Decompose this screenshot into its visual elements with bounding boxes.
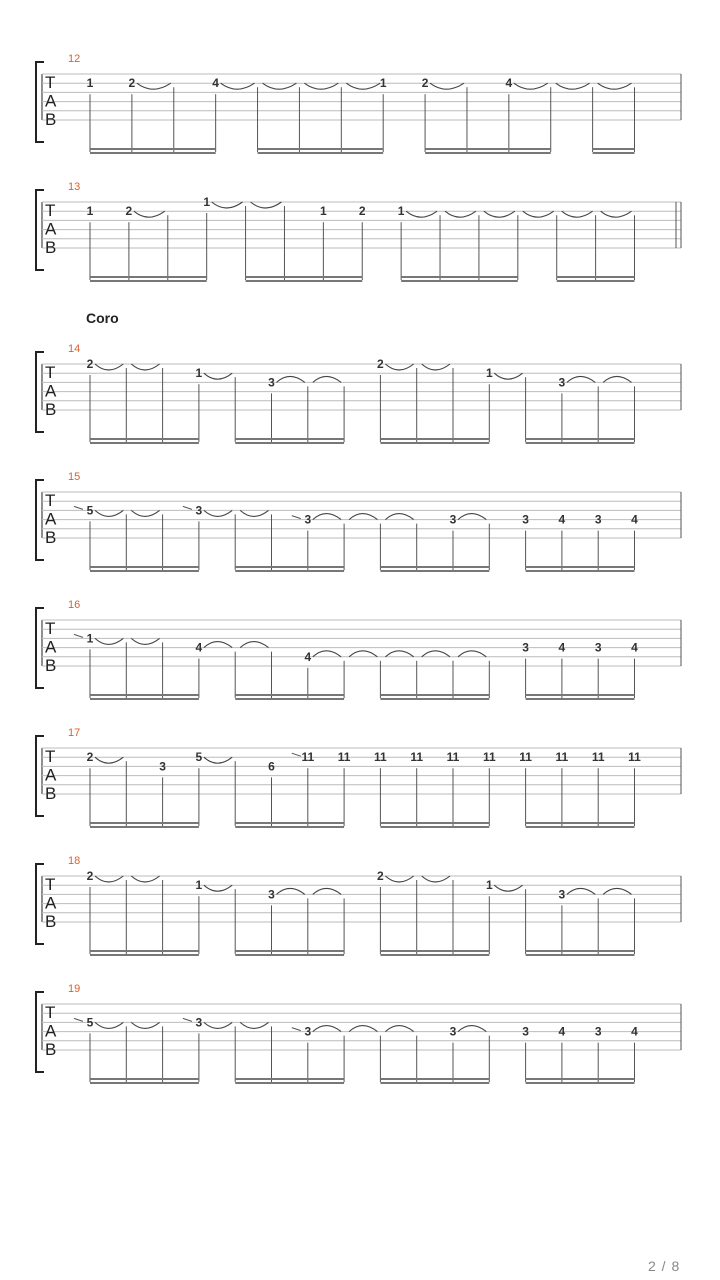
beam [526, 570, 635, 572]
fret-number: 3 [594, 640, 602, 655]
beam [90, 148, 216, 150]
tie-arc [385, 1026, 413, 1032]
page-number: 2 / 8 [648, 1258, 681, 1274]
beam [401, 280, 518, 282]
fret-number: 3 [449, 512, 457, 527]
fret-number: 2 [128, 76, 136, 91]
tie-arc [95, 364, 123, 370]
tie-arc [95, 876, 123, 882]
measure-number: 15 [68, 471, 81, 483]
beam [90, 570, 199, 572]
tie-arc [430, 83, 464, 89]
fret-number: 2 [86, 357, 94, 371]
tie-arc [313, 651, 341, 657]
fret-number: 1 [485, 366, 493, 381]
beam [526, 694, 635, 696]
beam [235, 826, 344, 828]
fret-number: 4 [212, 76, 219, 91]
tie-arc [422, 651, 450, 657]
tab-clef-letter: B [45, 110, 57, 129]
tie-arc [445, 211, 476, 217]
tie-arc [349, 514, 377, 520]
fret-number: 11 [410, 750, 424, 765]
beam [246, 280, 363, 282]
beam [557, 276, 635, 278]
beam [235, 442, 344, 444]
beam [235, 570, 344, 572]
fret-number: 4 [304, 649, 312, 664]
tie-arc [95, 638, 123, 644]
tie-arc [598, 83, 632, 89]
tie-arc [251, 202, 282, 208]
beam [526, 438, 635, 440]
fret-number: 1 [397, 204, 405, 219]
tab-clef-letter: A [45, 1021, 57, 1041]
fret-number: 3 [594, 1024, 602, 1039]
beam [401, 276, 518, 278]
tab-clef-letter: B [45, 400, 57, 419]
tab-clef-letter: A [45, 765, 57, 785]
tie-arc [385, 364, 413, 370]
fret-number: 3 [449, 1024, 457, 1039]
tab-clef-letter: A [45, 893, 57, 913]
beam [526, 822, 635, 824]
fret-number: 11 [482, 750, 496, 765]
beam [380, 954, 489, 956]
tie-arc [313, 376, 341, 382]
fret-number: 3 [522, 512, 529, 527]
beam [425, 148, 551, 150]
beam [90, 694, 199, 696]
tie-arc [313, 514, 341, 520]
beam [90, 1082, 199, 1084]
beam [90, 950, 199, 952]
beam [593, 148, 635, 150]
tab-clef-letter: B [45, 528, 57, 547]
tab-clef-letter: B [45, 238, 57, 257]
fret-number: 11 [591, 750, 605, 765]
tab-clef-letter: A [45, 381, 57, 401]
tie-arc [385, 876, 413, 882]
measure-number: 14 [68, 343, 81, 355]
beam [526, 826, 635, 828]
fret-number: 1 [320, 204, 327, 219]
tie-arc [514, 83, 548, 89]
beam [380, 950, 489, 952]
beam [90, 822, 199, 824]
measure-number: 19 [68, 983, 81, 995]
fret-number: 2 [377, 357, 384, 371]
tie-arc [406, 211, 437, 217]
tie-arc [603, 888, 631, 894]
fret-number: 4 [558, 1024, 566, 1039]
tie-arc [494, 885, 522, 891]
fret-number: 3 [558, 887, 566, 902]
fret-number: 3 [522, 640, 529, 655]
fret-number: 2 [125, 204, 133, 219]
tab-clef-letter: T [45, 73, 56, 92]
slide-mark [74, 1018, 83, 1021]
beam [90, 280, 207, 282]
beam [258, 148, 384, 150]
tie-arc [562, 211, 593, 217]
tie-arc [204, 1022, 232, 1028]
fret-number: 4 [558, 640, 566, 655]
fret-number: 6 [268, 759, 275, 774]
fret-number: 3 [159, 759, 166, 774]
tab-clef-letter: B [45, 1040, 57, 1059]
beam [90, 276, 207, 278]
tab-clef-letter: T [45, 875, 56, 894]
fret-number: 11 [446, 750, 460, 765]
beam [557, 280, 635, 282]
beam [90, 1078, 199, 1080]
tie-arc [263, 83, 297, 89]
fret-number: 11 [301, 750, 315, 765]
fret-number: 3 [558, 375, 566, 390]
tie-arc [494, 373, 522, 379]
fret-number: 4 [558, 512, 566, 527]
section-label: Coro [86, 310, 119, 326]
tie-arc [240, 642, 268, 648]
tie-arc [212, 202, 243, 208]
tab-clef-letter: T [45, 747, 56, 766]
tie-arc [204, 885, 232, 891]
beam [235, 694, 344, 696]
fret-number: 5 [195, 750, 203, 765]
beam [380, 1082, 489, 1084]
tab-clef-letter: A [45, 91, 57, 111]
fret-number: 2 [377, 869, 384, 883]
tie-arc [95, 1022, 123, 1028]
beam [90, 566, 199, 568]
fret-number: 2 [358, 204, 366, 219]
tie-arc [567, 888, 595, 894]
fret-number: 5 [86, 503, 94, 518]
beam [380, 698, 489, 700]
beam [380, 442, 489, 444]
beam [526, 1078, 635, 1080]
beam [90, 438, 199, 440]
beam [380, 822, 489, 824]
tie-arc [346, 83, 380, 89]
fret-number: 1 [86, 76, 94, 91]
beam [380, 570, 489, 572]
beam [90, 954, 199, 956]
tab-clef-letter: B [45, 656, 57, 675]
fret-number: 1 [195, 366, 203, 381]
tie-arc [95, 757, 123, 763]
fret-number: 1 [379, 76, 387, 91]
tie-arc [349, 1026, 377, 1032]
beam [380, 1078, 489, 1080]
fret-number: 4 [195, 640, 203, 655]
beam [526, 950, 635, 952]
beam [526, 698, 635, 700]
tie-arc [313, 1026, 341, 1032]
beam [380, 694, 489, 696]
fret-number: 11 [555, 750, 569, 765]
tie-arc [385, 651, 413, 657]
fret-number: 2 [86, 869, 94, 883]
slide-mark [183, 506, 192, 509]
tab-clef-letter: T [45, 619, 56, 638]
beam [526, 442, 635, 444]
tab-clef-letter: T [45, 1003, 56, 1022]
slide-mark [183, 1018, 192, 1021]
measure-number: 17 [68, 727, 81, 739]
slide-mark [292, 1028, 301, 1031]
measure-number: 12 [68, 53, 81, 65]
tie-arc [601, 211, 632, 217]
fret-number: 11 [337, 750, 351, 765]
tie-arc [131, 638, 159, 644]
beam [235, 1078, 344, 1080]
fret-number: 3 [195, 503, 203, 518]
beam [246, 276, 363, 278]
fret-number: 3 [594, 512, 602, 527]
slide-mark [74, 506, 83, 509]
fret-number: 4 [631, 640, 638, 655]
tab-clef-letter: A [45, 219, 57, 239]
beam [235, 438, 344, 440]
slide-mark [292, 753, 301, 756]
measure-number: 18 [68, 855, 81, 867]
fret-number: 1 [86, 204, 94, 219]
fret-number: 2 [86, 750, 94, 765]
fret-number: 11 [519, 750, 532, 765]
beam [380, 826, 489, 828]
tie-arc [95, 510, 123, 516]
beam [425, 152, 551, 154]
fret-number: 3 [195, 1015, 203, 1030]
beam [258, 152, 384, 154]
fret-number: 1 [86, 631, 94, 646]
tie-arc [484, 211, 515, 217]
beam [380, 438, 489, 440]
tie-arc [277, 888, 305, 894]
beam [90, 826, 199, 828]
tie-arc [349, 651, 377, 657]
tie-arc [523, 211, 554, 217]
fret-number: 1 [485, 878, 493, 893]
tab-clef-letter: T [45, 491, 56, 510]
tie-arc [134, 211, 165, 217]
tab-clef-letter: B [45, 784, 57, 803]
beam [90, 442, 199, 444]
tie-arc [385, 514, 413, 520]
fret-number: 11 [628, 750, 641, 765]
tie-arc [458, 651, 486, 657]
tie-arc [221, 83, 255, 89]
beam [526, 566, 635, 568]
beam [90, 698, 199, 700]
tab-clef-letter: B [45, 912, 57, 931]
beam [235, 1082, 344, 1084]
tab-clef-letter: A [45, 509, 57, 529]
tie-arc [458, 1026, 486, 1032]
beam [235, 566, 344, 568]
tie-arc [556, 83, 590, 89]
tie-arc [204, 642, 232, 648]
fret-number: 1 [195, 878, 203, 893]
beam [380, 566, 489, 568]
tie-arc [240, 1022, 268, 1028]
tie-arc [204, 510, 232, 516]
tie-arc [313, 888, 341, 894]
tie-arc [422, 364, 450, 370]
fret-number: 3 [268, 375, 275, 390]
tab-clef-letter: T [45, 363, 56, 382]
fret-number: 3 [268, 887, 275, 902]
beam [235, 954, 344, 956]
fret-number: 3 [304, 1024, 312, 1039]
tie-arc [131, 1022, 159, 1028]
beam [593, 152, 635, 154]
fret-number: 4 [505, 76, 513, 91]
beam [235, 822, 344, 824]
beam [90, 152, 216, 154]
tie-arc [304, 83, 338, 89]
tie-arc [567, 376, 595, 382]
measure-number: 16 [68, 599, 81, 611]
tie-arc [277, 376, 305, 382]
fret-number: 3 [304, 512, 312, 527]
tie-arc [137, 83, 171, 89]
fret-number: 4 [631, 1024, 638, 1039]
beam [526, 1082, 635, 1084]
tab-clef-letter: T [45, 201, 56, 220]
slide-mark [74, 634, 83, 637]
tie-arc [131, 364, 159, 370]
tie-arc [204, 373, 232, 379]
tie-arc [240, 510, 268, 516]
beam [235, 950, 344, 952]
tie-arc [131, 876, 159, 882]
fret-number: 3 [522, 1024, 529, 1039]
fret-number: 11 [374, 750, 387, 765]
tie-arc [131, 510, 159, 516]
beam [526, 954, 635, 956]
fret-number: 4 [631, 512, 638, 527]
measure-number: 13 [68, 181, 81, 193]
fret-number: 5 [86, 1015, 94, 1030]
tie-arc [204, 757, 232, 763]
fret-number: 2 [421, 76, 429, 91]
tab-clef-letter: A [45, 637, 57, 657]
fret-number: 1 [203, 195, 211, 209]
tie-arc [603, 376, 631, 382]
slide-mark [292, 516, 301, 519]
tie-arc [422, 876, 450, 882]
beam [235, 698, 344, 700]
tie-arc [458, 514, 486, 520]
